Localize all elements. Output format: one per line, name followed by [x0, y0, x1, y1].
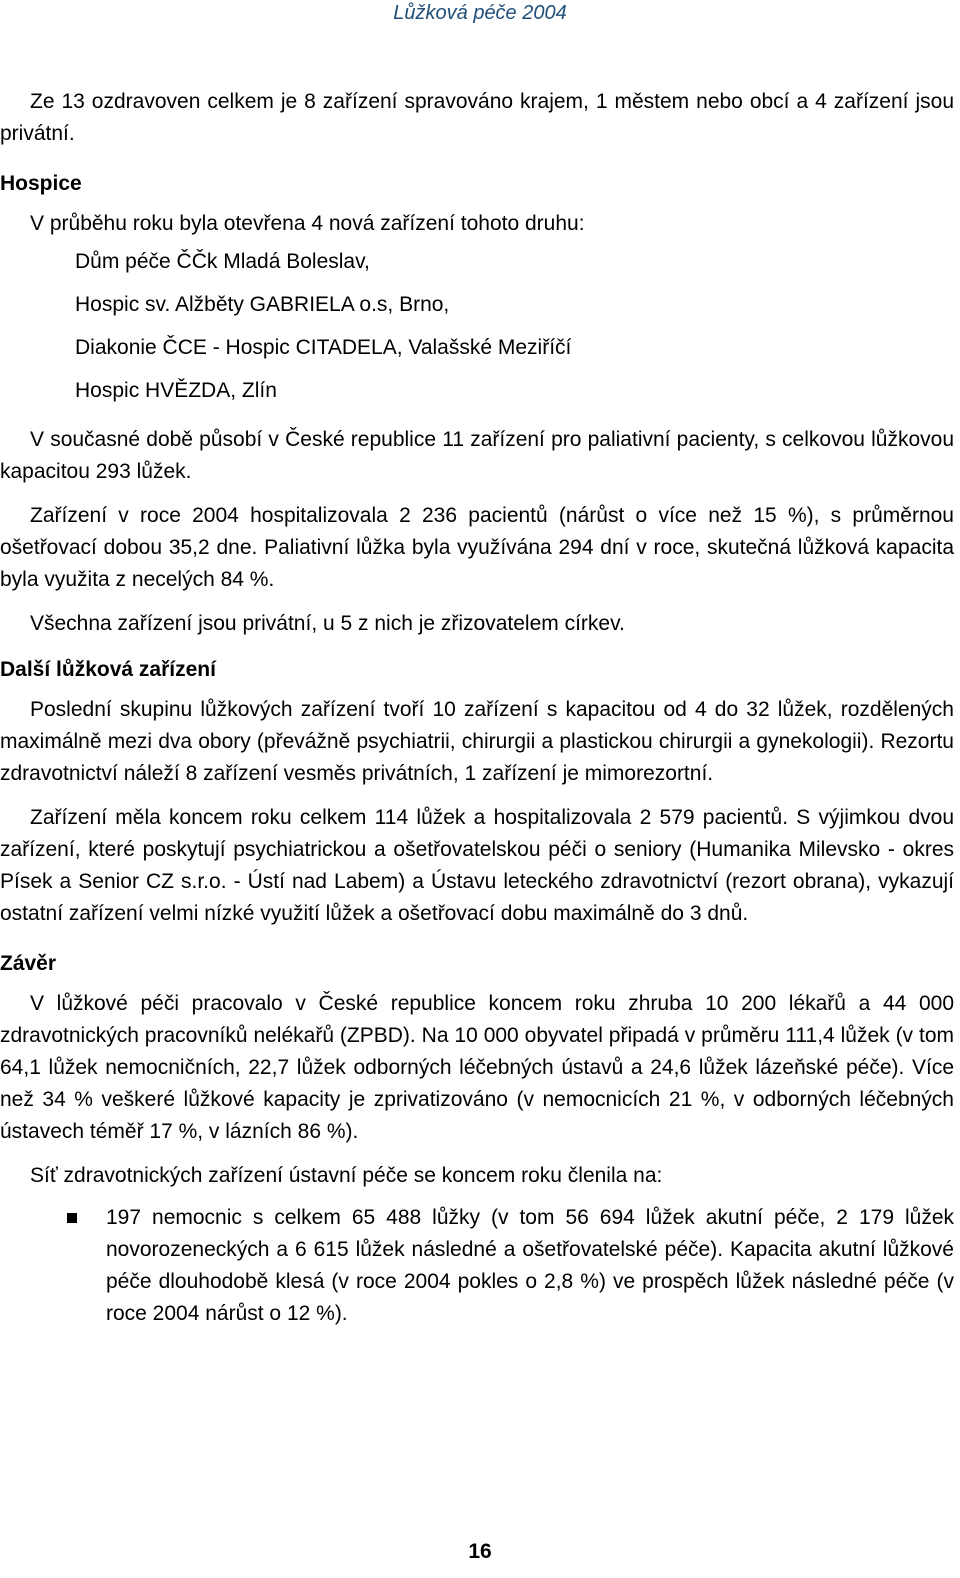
- facility-list: [0, 240, 954, 412]
- bullet-text: 197 nemocnic s celkem 65 488 lůžky (v tom 56 694 lůžek akutní péče, 2 179 lůžek novorozeneckých a 6 615 lůžek následné a ošetřovatelské péče). Kapacita akutní lůžkové péče dlouhodobě klesá (v roce 2004 pokles o 2,8 %) ve prospěch lůžek následné péče (v roce 2004 nárůst o 12 %).: [106, 1206, 954, 1325]
- bullet-list: [0, 1202, 954, 1330]
- heading-hospice: Hospice: [0, 172, 82, 195]
- running-header: Lůžková péče 2004: [393, 2, 567, 24]
- hospice-intro: V průběhu roku byla otevřena 4 nová zařízení tohoto druhu:: [30, 212, 585, 235]
- conclusion-paragraph-2: Síť zdravotnických zařízení ústavní péče se koncem roku členila na:: [30, 1164, 663, 1187]
- page-number: 16: [468, 1540, 492, 1563]
- other-paragraph-1: Poslední skupinu lůžkových zařízení tvoří 10 zařízení s kapacitou od 4 do 32 lůžek, rozdělených maximálně mezi dva obory (převážně psychiatrii, chirurgii a plastickou chirurgii a gynekologii). Rezortu zdravotnictví náleží 8 zařízení vesměs privátních, 1 zařízení je mimorezortní.: [0, 698, 954, 785]
- facility-item: Hospic HVĚZDA, Zlín: [75, 379, 277, 402]
- document-body: [0, 86, 954, 1330]
- heading-conclusion: Závěr: [0, 952, 57, 975]
- other-paragraph-2: Zařízení měla koncem roku celkem 114 lůžek a hospitalizovala 2 579 pacientů. S výjimkou dvou zařízení, které poskytují psychiatrickou a ošetřovatelskou péči o seniory (Humanika Milevsko - okres Písek a Senior CZ s.r.o. - Ústí nad Labem) a Ústavu leteckého zdravotnictví (rezort obrana), vykazují ostatní zařízení velmi nízké využití lůžek a ošetřovací dobu maximálně do 3 dnů.: [0, 806, 954, 925]
- square-bullet-icon: [67, 1213, 77, 1223]
- hospice-paragraph-2: Zařízení v roce 2004 hospitalizovala 2 236 pacientů (nárůst o více než 15 %), s průměrnou ošetřovací dobou 35,2 dne. Paliativní lůžka byla využívána 294 dní v roce, skutečná lůžková kapacita byla využita z necelých 84 %.: [0, 504, 954, 591]
- hospice-paragraph-1: V současné době působí v České republice 11 zařízení pro paliativní pacienty, s celkovou lůžkovou kapacitou 293 lůžek.: [0, 428, 954, 483]
- conclusion-paragraph-1: V lůžkové péči pracovalo v České republice koncem roku zhruba 10 200 lékařů a 44 000 zdravotnických pracovníků nelékařů (ZPBD). Na 10 000 obyvatel připadá v průměru 111,4 lůžek (v tom 64,1 lůžek nemocničních, 22,7 lůžek odborných léčebných ústavů a 24,6 lůžek lázeňské péče). Více než 34 % veškeré lůžkové kapacity je zprivatizováno (v nemocnicích 21 %, v odborných léčebných ústavech téměř 17 %, v lázních 86 %).: [0, 992, 954, 1143]
- bullet-item: [0, 1202, 954, 1330]
- heading-other-facilities: Další lůžková zařízení: [0, 658, 216, 681]
- facility-item: Dům péče ČČk Mladá Boleslav,: [75, 250, 370, 273]
- intro-paragraph: Ze 13 ozdravoven celkem je 8 zařízení spravováno krajem, 1 městem nebo obcí a 4 zařízení jsou privátní.: [0, 90, 954, 145]
- facility-item: Diakonie ČCE - Hospic CITADELA, Valašské Meziříčí: [75, 336, 572, 359]
- hospice-paragraph-3: Všechna zařízení jsou privátní, u 5 z nich je zřizovatelem církev.: [30, 612, 625, 635]
- facility-item: Hospic sv. Alžběty GABRIELA o.s, Brno,: [75, 293, 450, 316]
